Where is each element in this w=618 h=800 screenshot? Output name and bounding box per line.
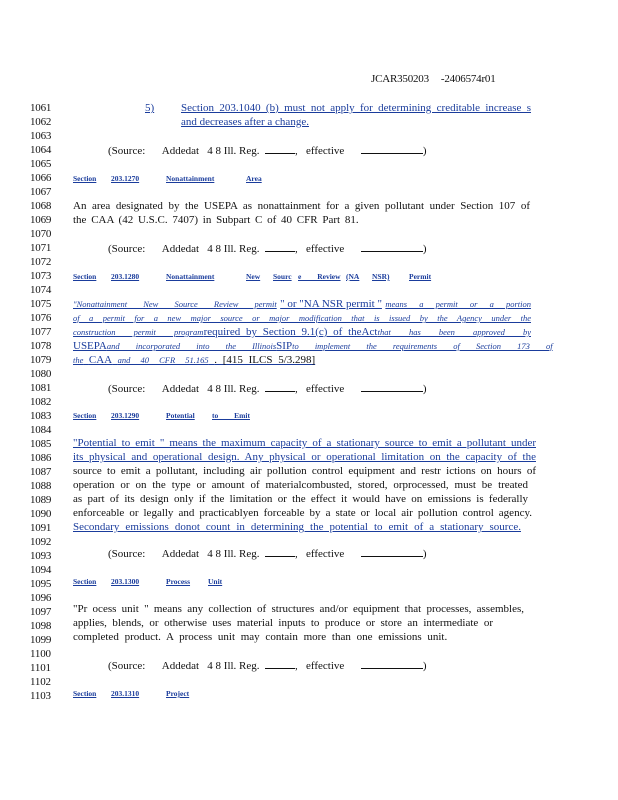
section-heading-203-1280: Section 203.1280 Nonattainment New Sourc e Review (NA NSR) Permit bbox=[73, 272, 432, 281]
line-number: 1076 bbox=[30, 312, 52, 324]
line-number: 1091 bbox=[30, 522, 52, 534]
line-number: 1101 bbox=[30, 662, 51, 674]
line-number: 1062 bbox=[30, 116, 52, 128]
line-number: 1073 bbox=[30, 270, 52, 282]
line-number: 1100 bbox=[30, 648, 51, 660]
item-5-marker: 5) bbox=[145, 102, 155, 114]
source-note-1093: (Source: Addedat 4 8 Ill. Reg. , effective ) bbox=[108, 548, 427, 560]
line-number: 1084 bbox=[30, 424, 52, 436]
para-1097-line-1: "Pr ocess unit " means any collection of structures and/or equipment that processes, assembles, bbox=[73, 603, 524, 615]
line-number: 1086 bbox=[30, 452, 52, 464]
line-number: 1096 bbox=[30, 592, 52, 604]
line-number: 1099 bbox=[30, 634, 52, 646]
line-number: 1080 bbox=[30, 368, 52, 380]
source-note-1064: (Source: Addedat 4 8 Ill. Reg. , effective ) bbox=[108, 145, 427, 157]
para-1085-line-3: source to emit a pollutant, including air pollution control equipment and restr ictions on hours of bbox=[73, 465, 536, 477]
para-1068-line-2: the CAA (42 U.S.C. 7407) in Subpart C of 40 CFR Part 81. bbox=[73, 214, 359, 226]
para-1085-line-5: as part of its design only if the limitation or the effect it would have on emissions is federally bbox=[73, 493, 528, 505]
line-number: 1077 bbox=[30, 326, 52, 338]
line-number: 1103 bbox=[30, 690, 51, 702]
para-1075-line-3: construction permit program required by Section 9.1(c) of theAct that has been approved by bbox=[73, 326, 531, 338]
line-number: 1078 bbox=[30, 340, 52, 352]
line-number: 1072 bbox=[30, 256, 52, 268]
line-number: 1089 bbox=[30, 494, 52, 506]
item-5-line-2: and decreases after a change. bbox=[181, 116, 309, 128]
line-number: 1068 bbox=[30, 200, 52, 212]
para-1085-line-6: enforceable or legally and practicablyen forceable by a state or local air pollution control agency. bbox=[73, 507, 532, 519]
line-number: 1081 bbox=[30, 382, 52, 394]
line-number: 1066 bbox=[30, 172, 52, 184]
line-number: 1061 bbox=[30, 102, 52, 114]
source-note-1071: (Source: Addedat 4 8 Ill. Reg. , effective ) bbox=[108, 243, 427, 255]
line-number: 1070 bbox=[30, 228, 52, 240]
para-1097-line-3: completed product. A process unit may contain more than one emissions unit. bbox=[73, 631, 448, 643]
line-number: 1095 bbox=[30, 578, 52, 590]
source-note-1081: (Source: Addedat 4 8 Ill. Reg. , effective ) bbox=[108, 383, 427, 395]
line-number: 1098 bbox=[30, 620, 52, 632]
para-1085-line-7: Secondary emissions donot count in determining the potential to emit of a stationary source. bbox=[73, 521, 521, 533]
line-number: 1063 bbox=[30, 130, 52, 142]
section-heading-203-1300: Section 203.1300 Process Unit bbox=[73, 577, 223, 586]
line-number: 1064 bbox=[30, 144, 52, 156]
para-1085-line-4: operation or on the type or amount of materialcombusted, stored, orprocessed, must be treated bbox=[73, 479, 528, 491]
para-1075-line-1: "Nonattainment New Source Review permit " or "NA NSR permit " means a permit or a portion bbox=[73, 298, 531, 310]
line-number: 1067 bbox=[30, 186, 52, 198]
para-1085-line-1: "Potential to emit " means the maximum capacity of a stationary source to emit a pollutant under bbox=[73, 437, 536, 449]
line-number: 1094 bbox=[30, 564, 52, 576]
section-heading-203-1290: Section 203.1290 Potential to Emit bbox=[73, 411, 250, 420]
line-number: 1092 bbox=[30, 536, 52, 548]
para-1075-line-4: USEPA and incorporated into the Illinois SIP to implement the requirements of Section 173 of bbox=[73, 340, 553, 352]
line-number: 1102 bbox=[30, 676, 51, 688]
line-number: 1065 bbox=[30, 158, 52, 170]
line-number: 1079 bbox=[30, 354, 52, 366]
line-number: 1087 bbox=[30, 466, 52, 478]
para-1075-line-5: the CAA and 40 CFR 51.165 . [415 ILCS 5/3.298] bbox=[73, 354, 316, 366]
line-number: 1093 bbox=[30, 550, 52, 562]
section-heading-203-1310: Section 203.1310 Project bbox=[73, 689, 190, 698]
line-number: 1069 bbox=[30, 214, 52, 226]
line-number: 1083 bbox=[30, 410, 52, 422]
item-5-line-1: Section 203.1040 (b) must not apply for determining creditable increase s bbox=[181, 102, 531, 114]
doc-revision: -2406574r01 bbox=[440, 73, 496, 85]
section-heading-203-1270: Section 203.1270 Nonattainment Area bbox=[73, 174, 262, 183]
para-1097-line-2: applies, blends, or otherwise uses material inputs to produce or store an intermediate or bbox=[73, 617, 493, 629]
doc-id: JCAR350203 bbox=[371, 73, 429, 85]
para-1075-line-2: of a permit for a new major source or major modification that is issued by the Agency under the bbox=[73, 313, 531, 323]
source-note-1101: (Source: Addedat 4 8 Ill. Reg. , effective ) bbox=[108, 660, 427, 672]
line-number: 1088 bbox=[30, 480, 52, 492]
line-number: 1074 bbox=[30, 284, 52, 296]
para-1085-line-2: its physical and operational design. Any physical or operational limitation on the capacity of the bbox=[73, 451, 536, 463]
line-number: 1075 bbox=[30, 298, 52, 310]
line-number: 1085 bbox=[30, 438, 52, 450]
line-number: 1082 bbox=[30, 396, 52, 408]
line-number: 1071 bbox=[30, 242, 52, 254]
line-number: 1097 bbox=[30, 606, 52, 618]
document-header bbox=[371, 73, 496, 85]
para-1068-line-1: An area designated by the USEPA as nonattainment for a given pollutant under Section 107 of bbox=[73, 200, 530, 212]
line-number: 1090 bbox=[30, 508, 52, 520]
